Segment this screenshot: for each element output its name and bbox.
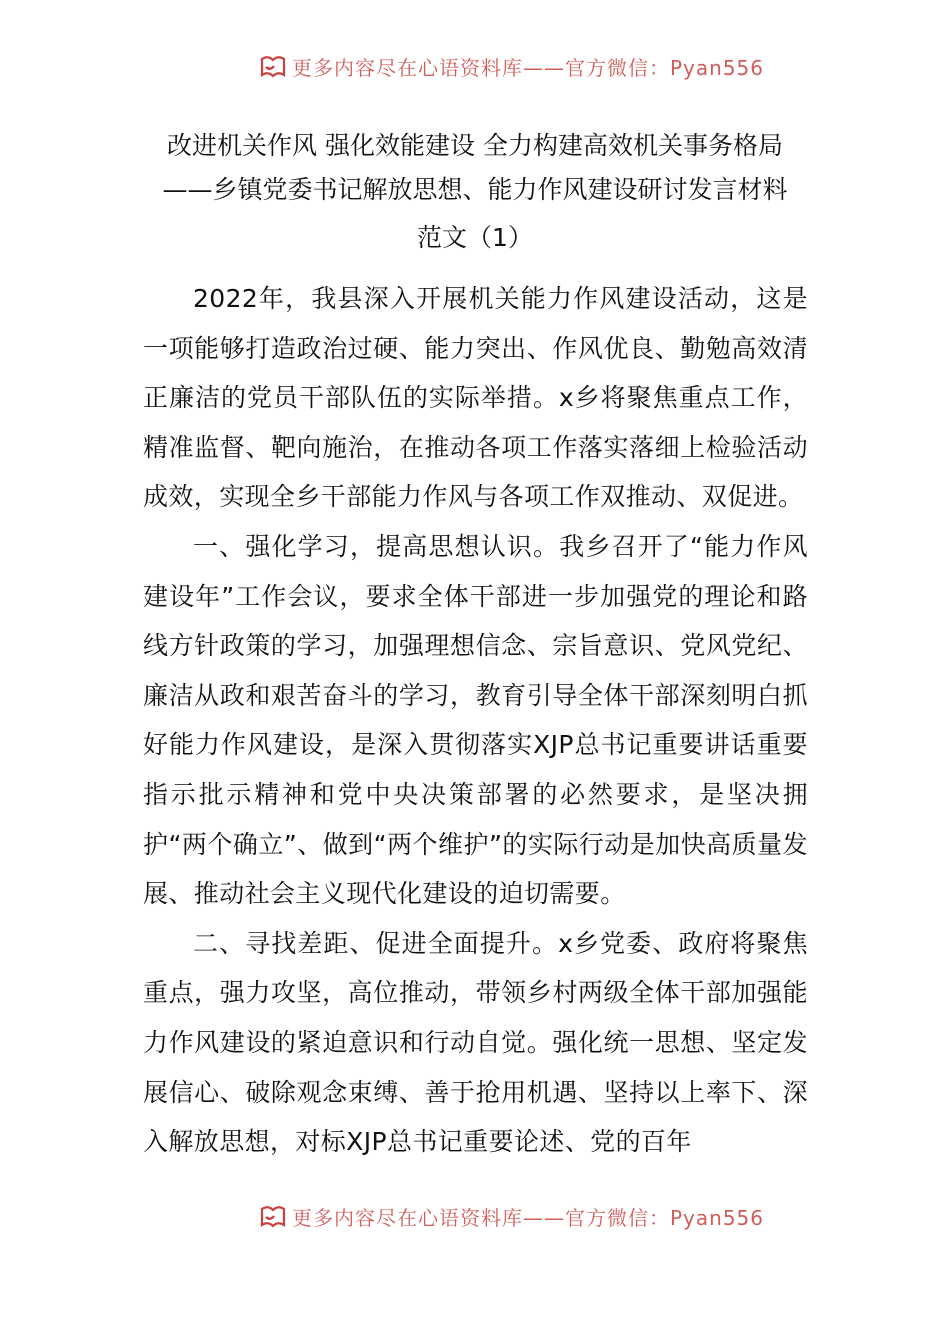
title-line-1: 改进机关作风 强化效能建设 全力构建高效机关事务格局 [167, 131, 783, 160]
title-line-3: 范文（1） [417, 223, 533, 252]
watermark-text: 更多内容尽在心语资料库——官方微信：Pyan556 [292, 1206, 765, 1230]
paragraph-section-1: 一、强化学习，提高思想认识。我乡召开了“能力作风建设年”工作会议，要求全体干部进一步加强党的理论和路线方针政策的学习，加强理想信念、宗旨意识、党风党纪、廉洁从政和艰苦奋斗的学习，教育引导全体干部深刻明白抓好能力作风建设，是深入贯彻落实XJP总书记重要讲话重要指示批示精神和党中央决策部署的必然要求，是坚决拥护“两个确立”、做到“两个维护”的实际行动是加快高质量发展、推动社会主义现代化建设的迫切需要。 [143, 531, 808, 909]
document-body [143, 274, 808, 1167]
footer-watermark [0, 1206, 950, 1236]
header-watermark [0, 54, 950, 84]
paragraph-intro: 2022年，我县深入开展机关能力作风建设活动，这是一项能够打造政治过硬、能力突出、作风优良、勤勉高效清正廉洁的党员干部队伍的实际举措。x乡将聚焦重点工作，精准监督、靶向施治，在推动各项工作落实落细上检验活动成效，实现全乡干部能力作风与各项工作双推动、双促进。 [143, 284, 808, 512]
book-logo-icon [258, 1206, 288, 1229]
paragraph-section-2: 二、寻找差距、促进全面提升。x乡党委、政府将聚焦重点，强力攻坚，高位推动，带领乡村两级全体干部加强能力作风建设的紧迫意识和行动自觉。强化统一思想、坚定发展信心、破除观念束缚、善于抢用机遇、坚持以上率下、深入解放思想，对标XJP总书记重要论述、党的百年 [143, 928, 808, 1157]
watermark-text: 更多内容尽在心语资料库——官方微信：Pyan556 [292, 55, 765, 80]
title-line-2: ——乡镇党委书记解放思想、能力作风建设研讨发言材料 [162, 175, 788, 204]
book-logo-icon [258, 54, 288, 79]
document-title [0, 124, 950, 264]
